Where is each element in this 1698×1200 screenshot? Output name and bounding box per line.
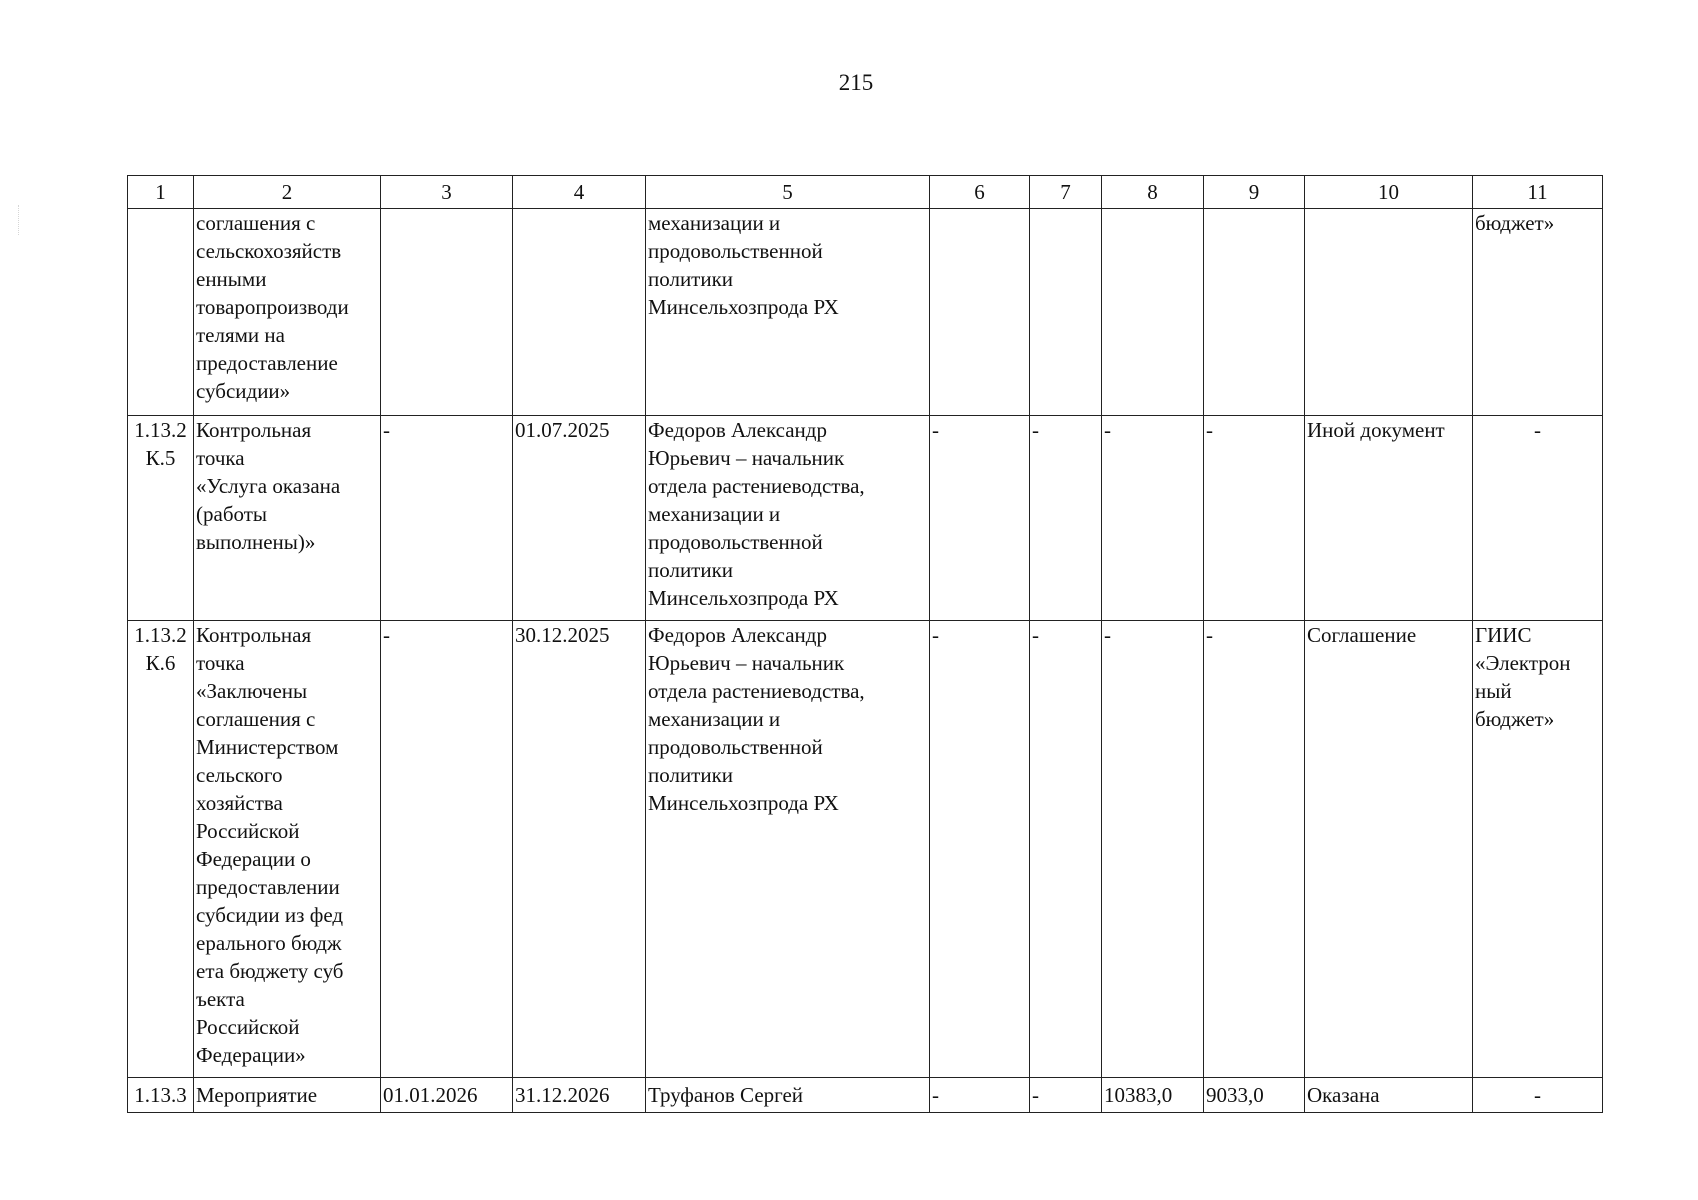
column-header: 7 [1030,176,1102,209]
row-col8 [1102,209,1204,416]
row-info-system: - [1473,416,1603,621]
row-doc-type [1305,209,1473,416]
row-col7: - [1030,621,1102,1078]
row-col6: - [930,621,1030,1078]
row-info-system: - [1473,1078,1603,1113]
row-start-date [381,209,513,416]
column-header: 6 [930,176,1030,209]
column-header: 3 [381,176,513,209]
row-responsible: Федоров Александр Юрьевич – начальник отдела растениеводства, механизации и продовольственной политики Минсельхозпрода РХ [646,621,930,1078]
row-start-date: 01.01.2026 [381,1078,513,1113]
row-col7: - [1030,1078,1102,1113]
row-col9: - [1204,621,1305,1078]
row-info-system: бюджет» [1473,209,1603,416]
row-start-date: - [381,416,513,621]
row-col9 [1204,209,1305,416]
row-number [128,209,194,416]
row-col9: 9033,0 [1204,1078,1305,1113]
row-start-date: - [381,621,513,1078]
row-end-date [513,209,646,416]
column-header: 8 [1102,176,1204,209]
row-col7 [1030,209,1102,416]
column-header: 10 [1305,176,1473,209]
control-points-table [127,175,1603,1113]
table-row [128,621,1603,1078]
column-header: 9 [1204,176,1305,209]
column-header: 11 [1473,176,1603,209]
row-info-system: ГИИС «Электрон ный бюджет» [1473,621,1603,1078]
table-row [128,1078,1603,1113]
row-doc-type: Оказана [1305,1078,1473,1113]
row-end-date: 31.12.2026 [513,1078,646,1113]
column-header: 2 [194,176,381,209]
row-col6: - [930,416,1030,621]
row-end-date: 30.12.2025 [513,621,646,1078]
row-responsible: механизации и продовольственной политики Минсельхозпрода РХ [646,209,930,416]
row-col8: 10383,0 [1102,1078,1204,1113]
row-responsible: Труфанов Сергей [646,1078,930,1113]
row-number: 1.13.2 К.6 [128,621,194,1078]
table-row [128,209,1603,416]
row-col6: - [930,1078,1030,1113]
row-number: 1.13.2 К.5 [128,416,194,621]
row-col7: - [1030,416,1102,621]
row-name: Контрольная точка «Заключены соглашения с Министерством сельского хозяйства Российской Федерации о предоставлении субсидии из фед ерального бюдж ета бюджету суб ъекта Российской Федерации» [194,621,381,1078]
table-row [128,416,1603,621]
row-name: Контрольная точка «Услуга оказана (работы выполнены)» [194,416,381,621]
row-doc-type: Соглашение [1305,621,1473,1078]
page-number: 215 [838,70,874,95]
row-doc-type: Иной документ [1305,416,1473,621]
column-header: 1 [128,176,194,209]
row-end-date: 01.07.2025 [513,416,646,621]
scan-artifact [18,205,59,235]
row-col6 [930,209,1030,416]
row-col9: - [1204,416,1305,621]
row-responsible: Федоров Александр Юрьевич – начальник отдела растениеводства, механизации и продовольственной политики Минсельхозпрода РХ [646,416,930,621]
row-number: 1.13.3 [128,1078,194,1113]
column-header: 5 [646,176,930,209]
row-col8: - [1102,416,1204,621]
row-name: Мероприятие [194,1078,381,1113]
row-col8: - [1102,621,1204,1078]
row-name: соглашения с сельскохозяйств енными товаропроизводи телями на предоставлениe субсидии» [194,209,381,416]
table-header-row [128,176,1603,209]
column-header: 4 [513,176,646,209]
